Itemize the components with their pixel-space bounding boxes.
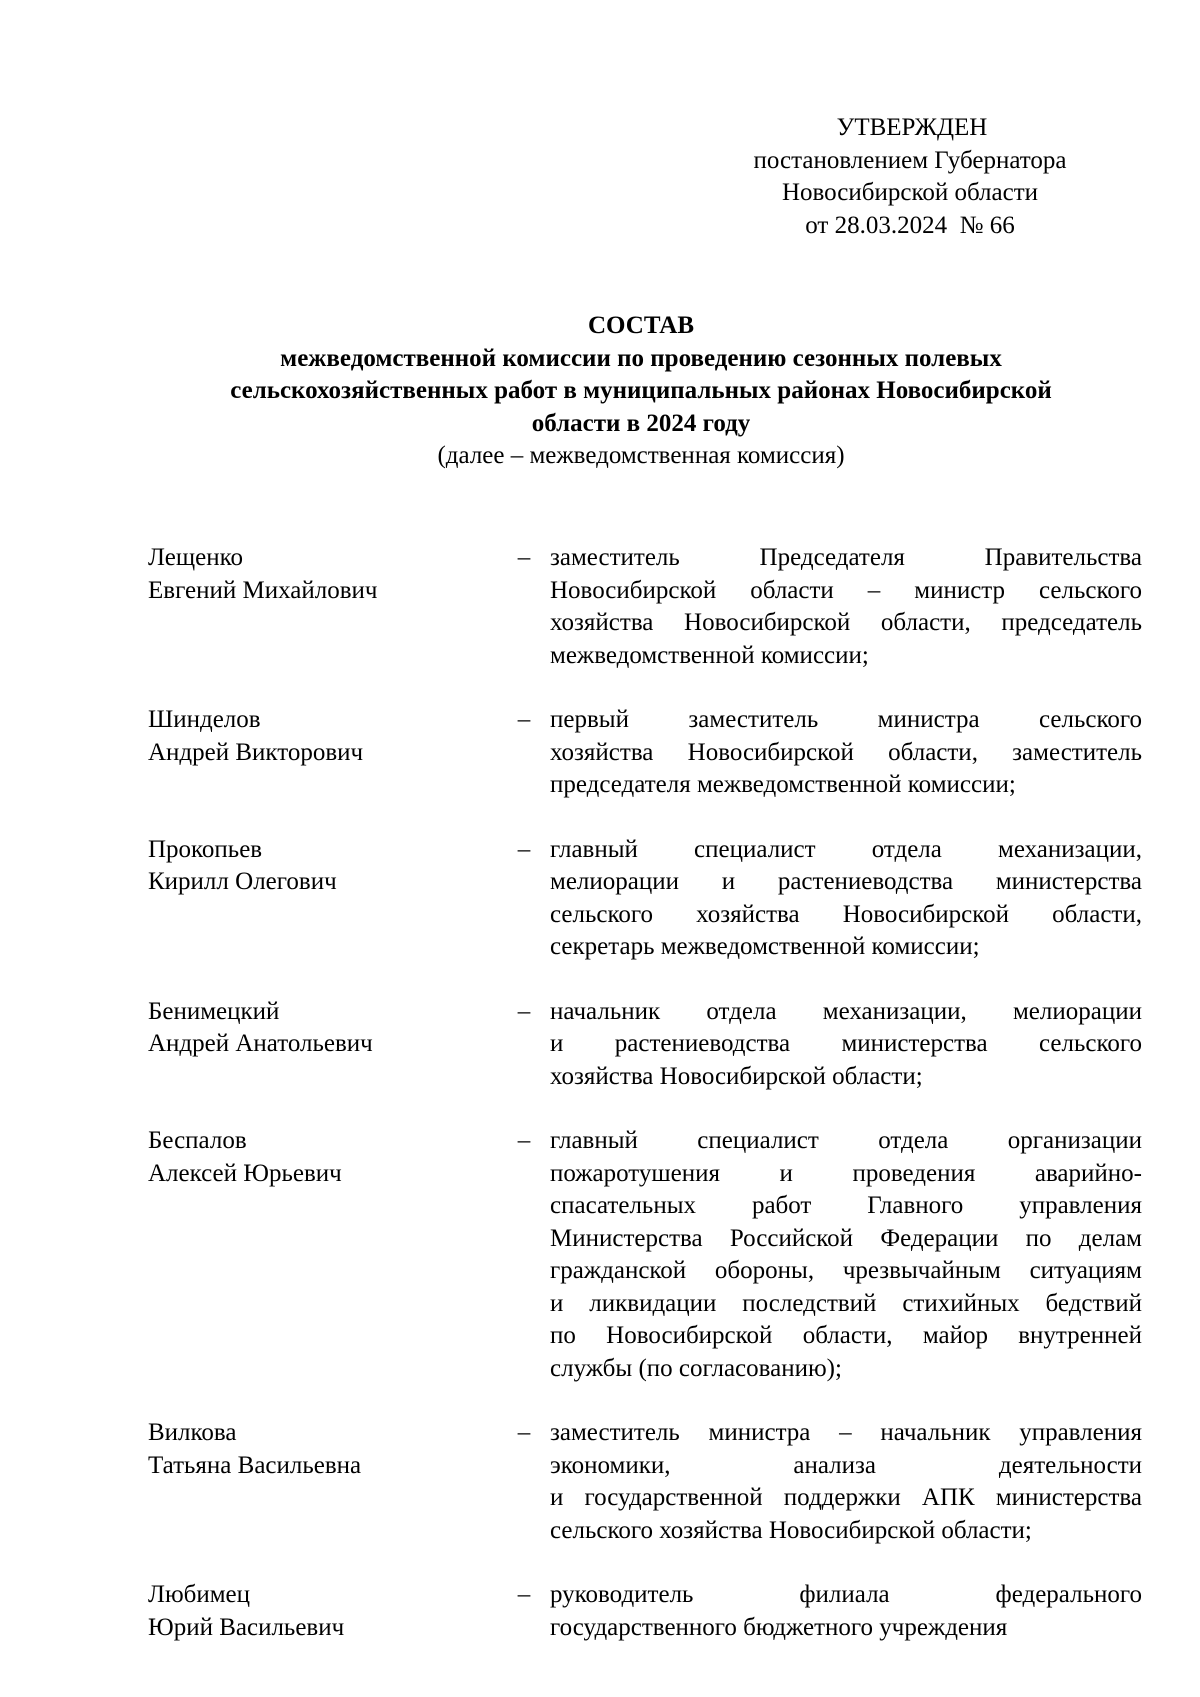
member-dash: – (517, 1419, 531, 1446)
approval-line-date: от 28.03.2024 № 66 (805, 211, 1015, 239)
position-line: председателя межведомственной комиссии; (550, 771, 1016, 798)
position-line: мелиорации и растениеводства министерства (550, 868, 1142, 895)
position-line: сельского хозяйства Новосибирской области; (550, 1516, 1032, 1544)
member-name (148, 834, 498, 964)
member-row (148, 542, 1142, 672)
member-position (550, 542, 1142, 672)
position-line: начальник отдела механизации, мелиорации (550, 997, 1142, 1025)
member-surname: Бенимецкий (148, 997, 280, 1025)
position-line: экономики, анализа деятельности (550, 1451, 1142, 1479)
position-line: секретарь межведомственной комиссии; (550, 933, 980, 960)
approval-heading: УТВЕРЖДЕН (836, 114, 988, 141)
position-line: государственного бюджетного учреждения (550, 1613, 1008, 1641)
member-given-name: Алексей Юрьевич (148, 1159, 342, 1187)
member-name (148, 1417, 498, 1547)
member-row (148, 834, 1142, 964)
member-dash: – (517, 544, 531, 571)
member-name (148, 1125, 498, 1385)
position-line: хозяйства Новосибирской области; (550, 1062, 923, 1090)
member-name (148, 1579, 498, 1644)
position-line: и государственной поддержки АПК министерства (550, 1484, 1142, 1511)
member-dash: – (517, 1127, 531, 1154)
member-surname: Прокопьев (148, 835, 263, 863)
member-given-name: Евгений Михайлович (148, 576, 378, 604)
position-line: Министерства Российской Федерации по делам (550, 1224, 1142, 1252)
member-given-name: Андрей Анатольевич (148, 1030, 373, 1057)
title-note: (далее – межведомственная комиссия) (437, 442, 845, 469)
member-given-name: Юрий Васильевич (148, 1613, 345, 1641)
approval-stamp (730, 112, 1090, 242)
position-line: заместитель министра – начальник управления (550, 1419, 1142, 1446)
position-line: Новосибирской области – министр сельского (550, 576, 1142, 604)
position-line: главный специалист отдела организации (550, 1127, 1142, 1154)
member-name (148, 996, 498, 1094)
approval-line-decree: постановлением Губернатора (753, 146, 1067, 174)
member-row (148, 1417, 1142, 1547)
member-surname: Лещенко (148, 544, 243, 571)
member-dash: – (517, 1581, 531, 1608)
position-line: спасательных работ Главного управления (550, 1192, 1142, 1219)
title-heading: СОСТАВ (587, 312, 695, 339)
position-line: хозяйства Новосибирской области, заместитель (550, 738, 1142, 766)
member-position (550, 1579, 1142, 1644)
member-surname: Беспалов (148, 1127, 247, 1154)
member-given-name: Татьяна Васильевна (148, 1451, 362, 1479)
member-given-name: Кирилл Олегович (148, 868, 337, 895)
position-line: первый заместитель министра сельского (550, 706, 1142, 733)
approval-line-region: Новосибирской области (781, 179, 1039, 206)
document-title (140, 310, 1142, 473)
member-dash: – (517, 835, 531, 863)
position-line: главный специалист отдела механизации, (550, 835, 1142, 863)
member-surname: Любимец (148, 1581, 251, 1608)
member-surname: Вилкова (148, 1419, 237, 1446)
title-line-3: области в 2024 году (531, 409, 751, 437)
member-dash: – (517, 706, 531, 733)
member-row (148, 704, 1142, 802)
member-dash: – (517, 997, 531, 1025)
member-position (550, 1125, 1142, 1385)
member-row (148, 996, 1142, 1094)
member-position (550, 996, 1142, 1094)
title-line-2: сельскохозяйственных работ в муниципальных районах Новосибирской (230, 377, 1052, 404)
position-line: руководитель филиала федерального (550, 1581, 1142, 1608)
position-line: пожаротушения и проведения аварийно- (550, 1159, 1142, 1187)
position-line: гражданской обороны, чрезвычайным ситуациям (550, 1257, 1142, 1284)
position-line: службы (по согласованию); (550, 1354, 842, 1382)
member-position (550, 834, 1142, 964)
position-line: и растениеводства министерства сельского (550, 1030, 1142, 1057)
member-name (148, 542, 498, 672)
member-surname: Шинделов (148, 706, 261, 733)
member-given-name: Андрей Викторович (148, 738, 364, 766)
member-position (550, 1417, 1142, 1547)
position-line: хозяйства Новосибирской области, председатель (550, 609, 1142, 636)
position-line: сельского хозяйства Новосибирской области, (550, 900, 1142, 928)
position-line: по Новосибирской области, майор внутренней (550, 1322, 1142, 1349)
position-line: межведомственной комиссии; (550, 641, 869, 669)
position-line: заместитель Председателя Правительства (550, 544, 1142, 571)
title-line-1: межведомственной комиссии по проведению сезонных полевых (280, 344, 1002, 372)
member-position (550, 704, 1142, 802)
members-list (148, 542, 1142, 1676)
member-row (148, 1125, 1142, 1385)
member-name (148, 704, 498, 802)
member-row (148, 1579, 1142, 1644)
position-line: и ликвидации последствий стихийных бедствий (550, 1289, 1142, 1317)
